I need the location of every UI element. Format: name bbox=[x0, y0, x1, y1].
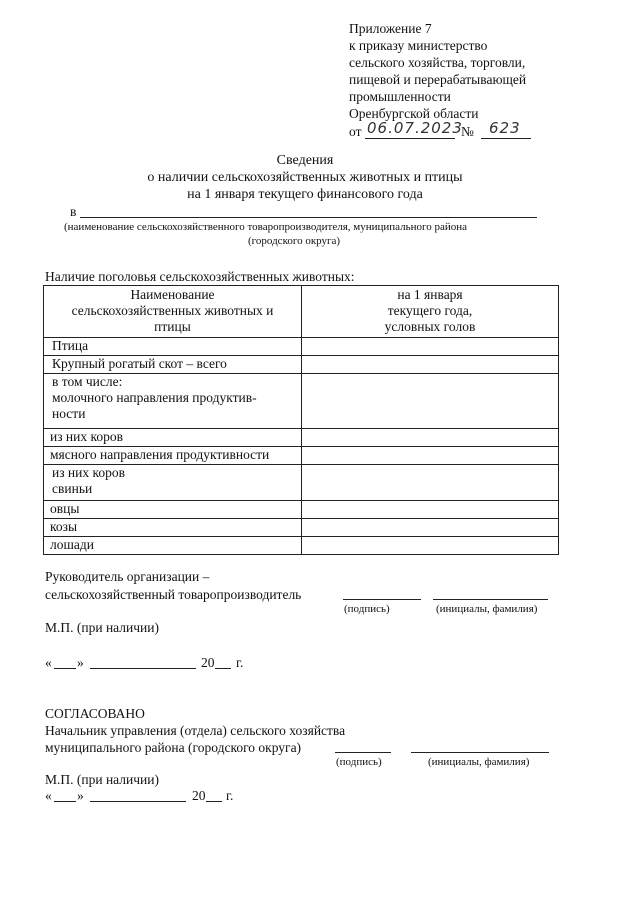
date-month-line[interactable] bbox=[90, 668, 196, 669]
document-title bbox=[100, 152, 510, 203]
handwritten-order-date: 06.07.2023 bbox=[367, 119, 463, 137]
value-cell[interactable] bbox=[302, 429, 559, 447]
approval-date-year-prefix: 20 bbox=[192, 788, 206, 803]
value-cell[interactable] bbox=[302, 537, 559, 555]
value-cell[interactable] bbox=[302, 501, 559, 519]
order-date-number-line bbox=[349, 119, 526, 141]
table-row bbox=[44, 501, 559, 519]
value-cell[interactable] bbox=[302, 519, 559, 537]
signature-title-line-2: сельскохозяйственный товаропроизводитель bbox=[45, 587, 302, 602]
signature-sign-line[interactable] bbox=[343, 599, 421, 600]
producer-caption-line-2: (городского округа) bbox=[248, 235, 341, 247]
signature-sign-caption: (подпись) bbox=[344, 603, 390, 615]
table-row bbox=[44, 465, 559, 501]
approval-date-quote-close: » bbox=[77, 788, 84, 803]
row-label: из них коров bbox=[44, 429, 302, 447]
row-label: из них коров свиньи bbox=[44, 465, 302, 501]
approval-name-line[interactable] bbox=[411, 752, 549, 753]
table-row bbox=[44, 447, 559, 465]
date-quote-open: « bbox=[45, 655, 52, 670]
value-cell[interactable] bbox=[302, 356, 559, 374]
approval-name-caption: (инициалы, фамилия) bbox=[428, 756, 530, 768]
signature-name-caption: (инициалы, фамилия) bbox=[436, 603, 538, 615]
from-prefix: от bbox=[349, 124, 362, 139]
number-underline bbox=[481, 138, 531, 139]
table-row bbox=[44, 374, 559, 429]
date-day-line[interactable] bbox=[54, 668, 76, 669]
approval-date-month-line[interactable] bbox=[90, 801, 186, 802]
table-caption: Наличие поголовья сельскохозяйственных животных: bbox=[45, 269, 355, 284]
date-quote-close: » bbox=[77, 655, 84, 670]
appendix-block bbox=[349, 20, 526, 141]
title-line-2: о наличии сельскохозяйственных животных и птицы bbox=[147, 170, 463, 185]
appendix-line: промышленности bbox=[349, 89, 451, 104]
value-cell[interactable] bbox=[302, 465, 559, 501]
approval-date-year-suffix: г. bbox=[226, 788, 234, 803]
table-row bbox=[44, 356, 559, 374]
value-cell[interactable] bbox=[302, 447, 559, 465]
row-label: мясного направления продуктивности bbox=[44, 447, 302, 465]
date-underline bbox=[365, 138, 455, 139]
appendix-line: к приказу министерство bbox=[349, 38, 488, 53]
livestock-table bbox=[43, 285, 559, 555]
title-line-1: Сведения bbox=[276, 153, 334, 168]
row-label: овцы bbox=[44, 501, 302, 519]
value-cell[interactable] bbox=[302, 374, 559, 429]
producer-prefix: в bbox=[70, 204, 77, 219]
table-row bbox=[44, 429, 559, 447]
date-year-prefix: 20 bbox=[201, 655, 215, 670]
row-label: Крупный рогатый скот – всего bbox=[44, 356, 302, 374]
approval-sign-caption: (подпись) bbox=[336, 756, 382, 768]
approval-date-year-line[interactable] bbox=[206, 801, 222, 802]
table-row bbox=[44, 338, 559, 356]
approval-date-day-line[interactable] bbox=[54, 801, 76, 802]
row-label: лошади bbox=[44, 537, 302, 555]
handwritten-order-number: 623 bbox=[489, 119, 521, 137]
table-row bbox=[44, 537, 559, 555]
table-header-row bbox=[44, 286, 559, 338]
date-year-line[interactable] bbox=[215, 668, 231, 669]
approval-title: СОГЛАСОВАНО bbox=[45, 706, 145, 721]
appendix-line: пищевой и перерабатывающей bbox=[349, 72, 527, 87]
approval-stamp: М.П. (при наличии) bbox=[45, 772, 159, 787]
appendix-line: Оренбургской области bbox=[349, 106, 479, 121]
producer-caption-line-1: (наименование сельскохозяйственного товаропроизводителя, муниципального района bbox=[64, 221, 468, 233]
date-year-suffix: г. bbox=[236, 655, 244, 670]
row-label: Птица bbox=[44, 338, 302, 356]
header-animal-name: Наименование сельскохозяйственных животных и птицы bbox=[44, 286, 302, 338]
appendix-line: Приложение 7 bbox=[349, 21, 432, 36]
approval-line-1: Начальник управления (отдела) сельского хозяйства bbox=[45, 723, 346, 738]
approval-date-quote-open: « bbox=[45, 788, 52, 803]
approval-sign-line[interactable] bbox=[335, 752, 391, 753]
signature-title-line-1: Руководитель организации – bbox=[45, 569, 210, 584]
row-label: в том числе: молочного направления продуктив- ности bbox=[44, 374, 302, 429]
signature-name-line[interactable] bbox=[433, 599, 548, 600]
title-line-3: на 1 января текущего финансового года bbox=[187, 187, 423, 202]
number-sign: № bbox=[461, 124, 474, 139]
row-label: козы bbox=[44, 519, 302, 537]
approval-line-2: муниципального района (городского округа) bbox=[45, 740, 302, 755]
header-head-count: на 1 января текущего года, условных голов bbox=[302, 286, 559, 338]
value-cell[interactable] bbox=[302, 338, 559, 356]
table-row bbox=[44, 519, 559, 537]
signature-stamp: М.П. (при наличии) bbox=[45, 620, 159, 635]
producer-name-line bbox=[80, 217, 537, 218]
appendix-line: сельского хозяйства, торговли, bbox=[349, 55, 526, 70]
